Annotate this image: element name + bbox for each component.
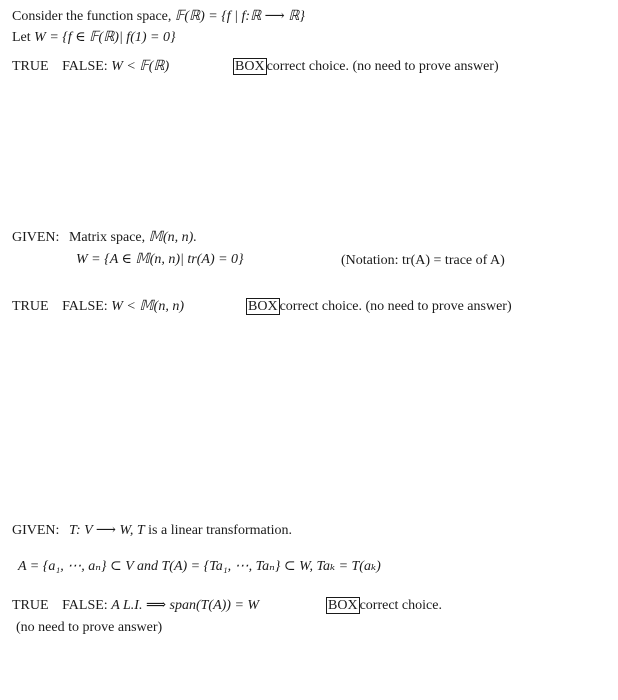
problem3-given-label: GIVEN: — [12, 523, 60, 538]
problem1-line1 — [12, 8, 305, 26]
problem2-box-label: BOX — [248, 299, 278, 314]
problem2-given-label: GIVEN: — [12, 230, 60, 245]
problem3-answer-line — [12, 597, 259, 615]
problem3-note — [16, 619, 162, 637]
problem3-set-line — [18, 558, 381, 576]
problem2-answer-line — [12, 298, 184, 316]
problem1-choice — [233, 58, 499, 76]
problem1-w-definition: W = {f ∈ 𝔽(ℝ)| f(1) = 0} — [34, 30, 176, 45]
problem1-false-label: FALSE: — [62, 59, 108, 74]
problem1-statement: W < 𝔽(ℝ) — [111, 59, 170, 74]
problem3-given-line — [12, 522, 292, 540]
problem2-notation — [341, 252, 505, 270]
problem1-line1-text: Consider the function space, — [12, 9, 175, 24]
problem3-note-text: (no need to prove answer) — [16, 620, 163, 635]
problem1-box-label: BOX — [235, 59, 265, 74]
problem1-choice-text: correct choice. (no need to prove answer) — [266, 59, 499, 74]
problem2-matrix-space: 𝕄(n, n). — [148, 230, 197, 245]
problem3-statement: A L.I. ⟹ span(T(A)) = W — [111, 598, 260, 613]
problem1-let-text: Let — [12, 30, 35, 45]
problem2-choice — [246, 298, 512, 316]
problem1-line2 — [12, 29, 176, 47]
problem1-function-space: 𝔽(ℝ) = {f | f:ℝ ⟶ ℝ} — [174, 9, 305, 24]
problem2-choice-text: correct choice. (no need to prove answer) — [279, 299, 512, 314]
problem3-transformation: T: V ⟶ W, T — [68, 523, 145, 538]
problem2-true-label: TRUE — [12, 299, 49, 314]
problem1-answer-line — [12, 58, 169, 76]
problem2-w-definition — [76, 251, 244, 269]
problem3-choice-text: correct choice. — [359, 598, 442, 613]
problem3-false-label: FALSE: — [62, 598, 108, 613]
problem3-true-label: TRUE — [12, 598, 49, 613]
problem3-set-definition: A = {a₁, ⋯, aₙ} ⊂ V and T(A) = {Ta₁, ⋯, Taₙ} ⊂ W, Taₖ = T(aₖ) — [18, 559, 381, 574]
problem1-true-label: TRUE — [12, 59, 49, 74]
problem3-choice — [326, 597, 442, 615]
problem2-notation-text: (Notation: tr(A) = trace of A) — [341, 253, 505, 268]
problem2-given-line — [12, 229, 197, 247]
problem3-box-label: BOX — [328, 598, 358, 613]
problem2-given-text: Matrix space, — [68, 230, 149, 245]
problem2-statement: W < 𝕄(n, n) — [111, 299, 184, 314]
problem2-false-label: FALSE: — [62, 299, 108, 314]
problem2-w-def: W = {A ∈ 𝕄(n, n)| tr(A) = 0} — [76, 252, 244, 267]
problem3-given-text: is a linear transformation. — [148, 523, 292, 538]
